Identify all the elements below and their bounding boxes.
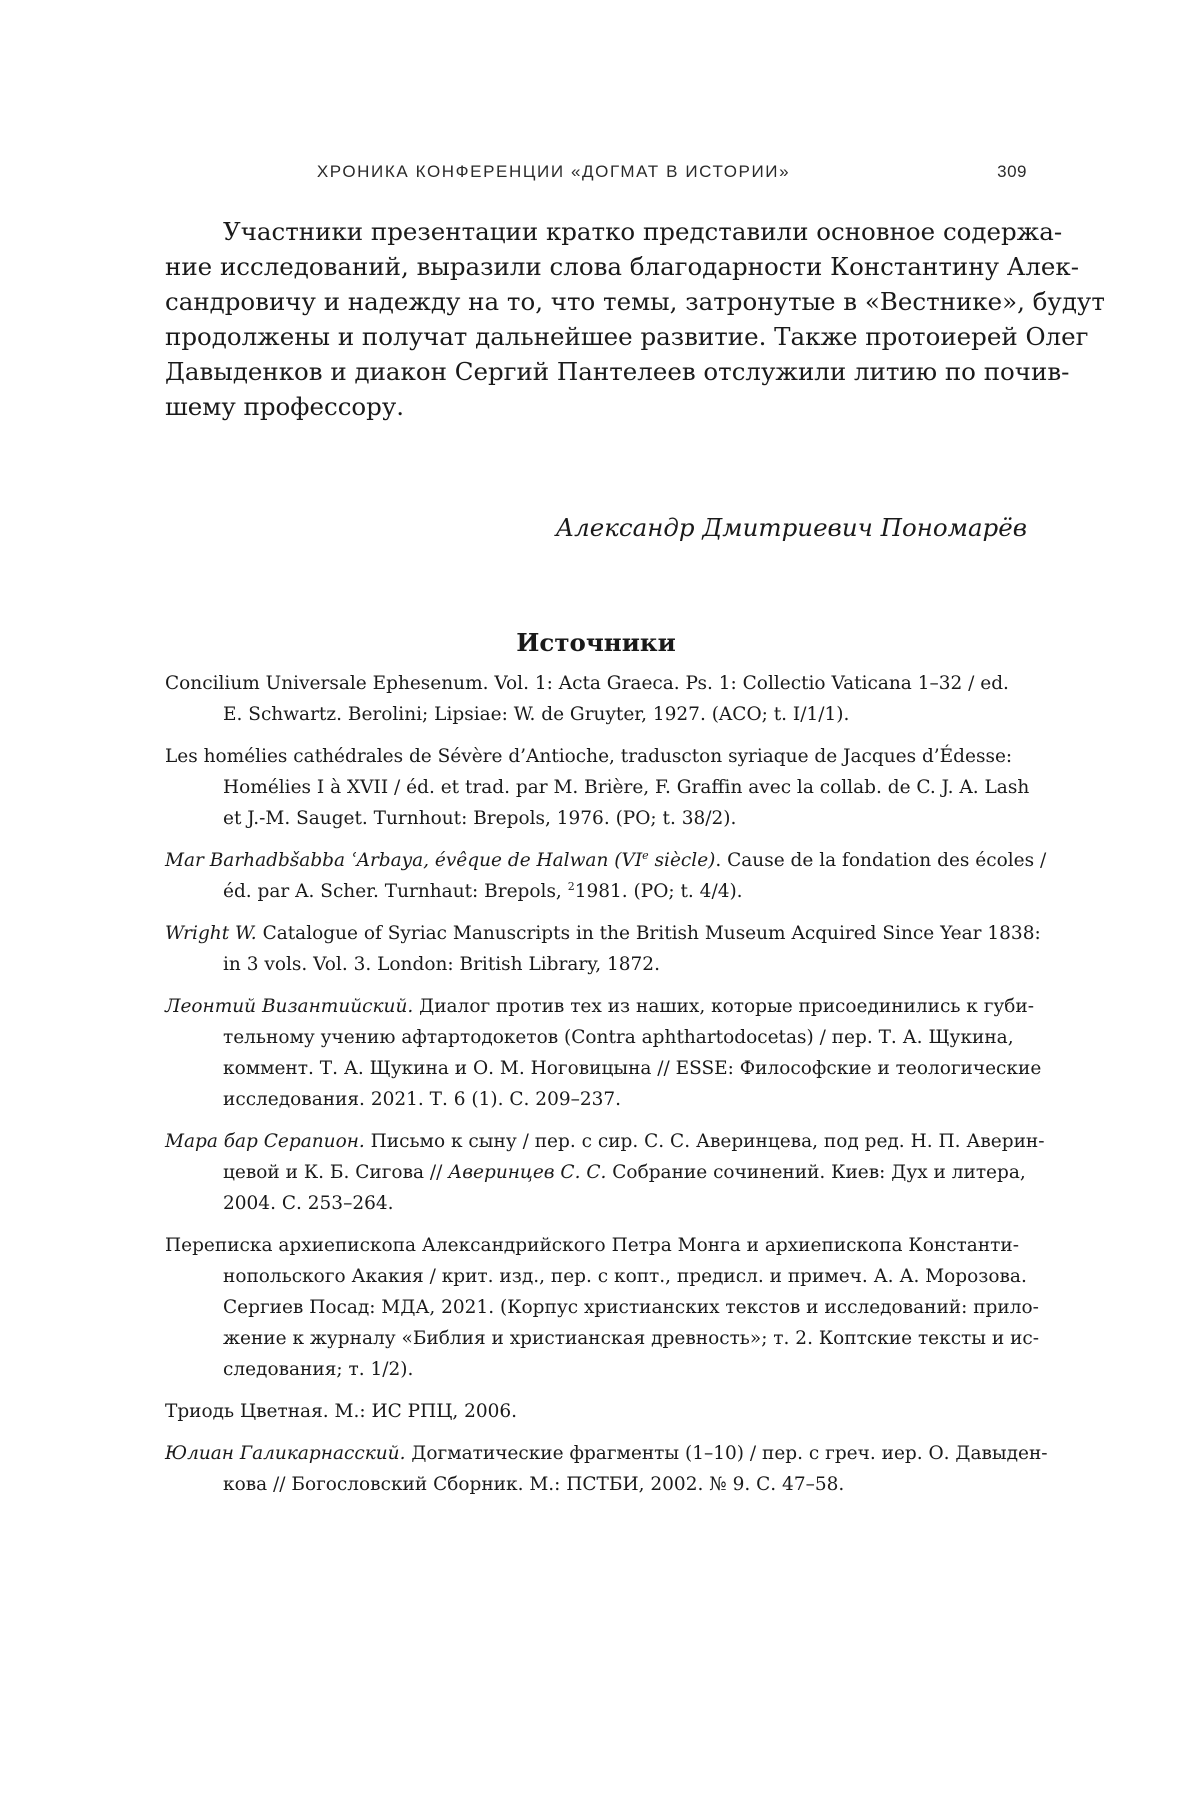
source-line: исследования. 2021. Т. 6 (1). С. 209–237.: [223, 1089, 622, 1110]
running-title: ХРОНИКА КОНФЕРЕНЦИИ «ДОГМАТ В ИСТОРИИ»: [316, 162, 791, 181]
source-line: Mar Barhadbšabba ʿArbaya, évêque de Halwan (VIe siècle). Cause de la fondation des écoles /: [165, 848, 1047, 871]
paragraph-line: Давыденков и диакон Сергий Пантелеев отслужили литию по почив-: [165, 357, 1070, 386]
source-line: Переписка архиепископа Александрийского Петра Монга и архиепископа Константи-: [165, 1235, 1019, 1256]
source-line: нопольского Акакия / крит. изд., пер. с копт., предисл. и примеч. А. А. Морозова.: [223, 1266, 1027, 1287]
source-entry: [165, 1126, 1045, 1219]
source-line: коммент. Т. А. Щукина и О. М. Ноговицына // ESSE: Философские и теологические: [223, 1058, 1042, 1079]
source-line: тельному учению афтартодокетов (Contra aphthartodocetas) / пер. Т. А. Щукина,: [223, 1027, 1014, 1048]
paragraph-line: сандровичу и надежду на то, что темы, затронутые в «Вестнике», будут: [165, 287, 1105, 316]
source-author: Леонтий Византийский.: [165, 996, 414, 1017]
source-line: следования; т. 1/2).: [223, 1359, 414, 1380]
source-entry: [165, 1438, 1048, 1500]
sources-list: [165, 668, 1048, 1511]
source-line: Сергиев Посад: МДА, 2021. (Корпус христианских текстов и исследований: прило-: [223, 1297, 1039, 1318]
sources-heading: Источники: [516, 628, 676, 658]
source-line: Леонтий Византийский. Диалог против тех из наших, которые присоединились к губи-: [165, 996, 1035, 1017]
source-entry: [165, 741, 1030, 834]
source-author: Юлиан Галикарнасский.: [165, 1443, 406, 1464]
source-line: Юлиан Галикарнасский. Догматические фрагменты (1–10) / пер. с греч. иер. О. Давыден-: [165, 1443, 1048, 1464]
source-author: Wright W.: [165, 923, 257, 944]
source-line: Homélies I à XVII / éd. et trad. par M. Brière, F. Graffin avec la collab. de C. J. A. Lash: [223, 777, 1030, 798]
source-line: Триодь Цветная. М.: ИС РПЦ, 2006.: [165, 1401, 518, 1422]
paragraph-line: Участники презентации кратко представили основное содержа-: [223, 217, 1063, 246]
source-entry: [165, 845, 1047, 907]
source-entry: [165, 991, 1042, 1115]
source-author: Аверинцев С. С.: [448, 1162, 607, 1183]
paragraph-line: продолжены и получат дальнейшее развитие. Также протоиерей Олег: [165, 322, 1089, 351]
source-line: Les homélies cathédrales de Sévère d’Antioche, traduscton syriaque de Jacques d’Édesse:: [165, 746, 1013, 767]
paragraph-line: шему профессору.: [165, 392, 405, 421]
body-paragraph: [165, 214, 1105, 424]
source-line: кова // Богословский Сборник. М.: ПСТБИ, 2002. № 9. С. 47–58.: [223, 1474, 845, 1495]
source-line: цевой и К. Б. Сигова // Аверинцев С. С. Собрание сочинений. Киев: Дух и литера,: [223, 1162, 1026, 1183]
source-entry: [165, 1230, 1040, 1385]
author-signature: Александр Дмитриевич Пономарёв: [555, 513, 1027, 542]
source-line: 2004. С. 253–264.: [223, 1193, 394, 1214]
source-entry: [165, 668, 1027, 730]
source-line: et J.-M. Sauget. Turnhout: Brepols, 1976. (PO; t. 38/2).: [223, 808, 737, 829]
source-entry: [165, 918, 1041, 980]
source-line: éd. par A. Scher. Turnhaut: Brepols, $^2$1981. (PO; t. 4/4).: [223, 879, 743, 902]
source-line: жение к журналу «Библия и христианская древность»; т. 2. Коптские тексты и ис-: [223, 1328, 1040, 1349]
paragraph-line: ние исследований, выразили слова благодарности Константину Алек-: [165, 252, 1079, 281]
page-number: 309: [997, 162, 1027, 181]
source-line: Wright W. Catalogue of Syriac Manuscripts in the British Museum Acquired Since Year 1838:: [165, 923, 1041, 944]
source-author: Мара бар Серапион.: [165, 1131, 365, 1152]
source-line: Мара бар Серапион. Письмо к сыну / пер. с сир. С. С. Аверинцева, под ред. Н. П. Аверин-: [165, 1131, 1045, 1152]
source-line: Concilium Universale Ephesenum. Vol. 1: Acta Graeca. Ps. 1: Collectio Vaticana 1–32 / ed.: [165, 673, 1009, 694]
source-entry: [165, 1396, 1027, 1427]
source-author-title: Mar Barhadbšabba ʿArbaya, évêque de Halwan (VIe siècle): [165, 848, 716, 871]
source-line: in 3 vols. Vol. 3. London: British Library, 1872.: [223, 954, 660, 975]
source-line: E. Schwartz. Berolini; Lipsiae: W. de Gruyter, 1927. (ACO; t. I/1/1).: [223, 704, 850, 725]
